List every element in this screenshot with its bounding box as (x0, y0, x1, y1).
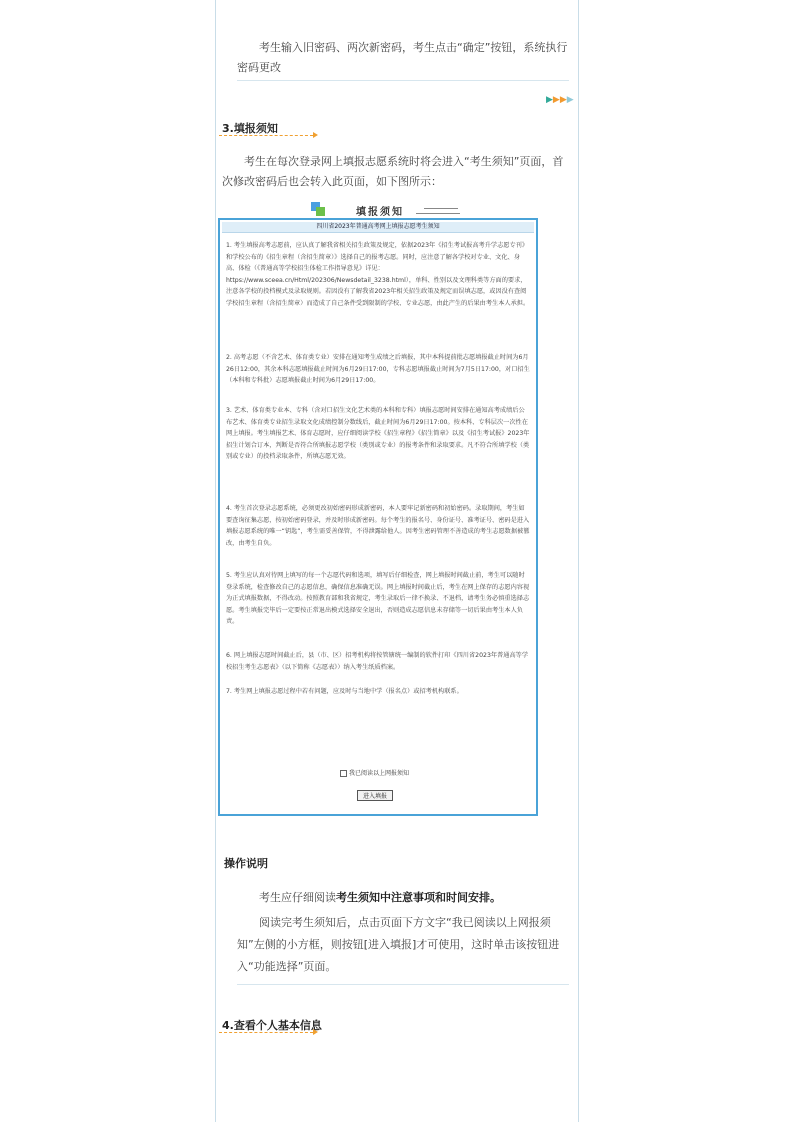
section4-heading: 4.查看个人基本信息 (222, 1019, 322, 1032)
intro-paragraph: 考生输入旧密码、两次新密码，考生点击“确定”按钮，系统执行密码更改 (237, 41, 568, 74)
notice-item-1: 1. 考生填报高考志愿前，应认真了解我省相关招生政策及规定，依据2023年《招生考试报高考升学志愿专刊》和学校公布的《招生章程（含招生简章）》选择自己的报考志愿。同时，应注意了解各学校对专业、文化、身高、体检（《普通高等学校招生体检工作指导意见》详见：https://www.sceea.cn/Html/202306/Newsdetail_3238.html），单科、性别以及文理科类等方面的要求，注意各学校的投档模式及录取规则。若因没有了解我省2023年相关招生政策及规定而误填志愿，或因没有查阅学校招生章程（含招生简章）而造成了自己条件受到限制的学校、专业志愿，由此产生的后果由考生本人承担。 (226, 242, 530, 307)
screenshot-header (216, 199, 540, 219)
heading-underline (219, 1032, 313, 1033)
title-decoration (416, 213, 460, 214)
heading-underline (219, 135, 313, 136)
operation-line2: 阅读完考生须知后，点击页面下方文字“我已阅读以上网报须知”左侧的小方框，则按钮[进入填报]才可使用，这时单击该按钮进入“功能选择”页面。 (237, 916, 560, 973)
notice-banner: 四川省2023年普通高考网上填报志愿考生须知 (222, 222, 534, 233)
section3-heading: 3.填报须知 (222, 122, 278, 135)
notice-frame (218, 218, 538, 816)
operation-line1 (237, 888, 569, 908)
divider (237, 984, 569, 985)
agree-checkbox-row[interactable] (340, 768, 409, 777)
operation-line1-prefix: 考生应仔细阅读 (259, 891, 336, 904)
underline-arrow-icon (313, 1029, 318, 1035)
underline-arrow-icon (313, 132, 318, 138)
screenshot-title: 填报须知 (356, 207, 404, 218)
decor-arrows-icon: ▶▶▶▶ (546, 95, 574, 105)
notice-item-6: 6. 网上填报志愿时间截止后，县（市、区）招考机构将按管辖统一编制的软件打印《四川省2023年普通高等学校招生考生志愿表》（以下简称《志愿表》）纳入考生纸质档案。 (226, 652, 529, 671)
notice-item-2: 2. 高考志愿（不含艺术、体育类专业）安排在通知考生成绩之后填报，其中本科提前批志愿填报截止时间为6月26日12:00，其余本科志愿填报截止时间为6月29日17:00，专科志愿填报截止时间为7月5日17:00，对口招生（本科和专科批）志愿填报截止时间为6月29日17:00。 (226, 354, 530, 384)
title-decoration (424, 208, 458, 209)
agree-checkbox[interactable] (340, 770, 347, 777)
app-logo-icon (311, 202, 325, 216)
notice-item-3: 3. 艺术、体育类专业本、专科（含对口招生文化艺术类的本科和专科）填报志愿时间安排在通知高考成绩后公布艺术、体育类专业招生录取文化成绩控制分数线后，截止时间为6月29日17:00。按本科、专科层次一次性在网上填报。考生填报艺术、体育志愿时，应仔细阅读学校《招生章程》《招生简章》以及《招生考试报》2023年招生计划合订本，判断是否符合所填报志愿学校（类别或专业）的报考条件和录取要求。凡不符合所填学校（类别或专业）的投档录取条件，所填志愿无效。 (226, 407, 530, 460)
operation-heading: 操作说明 (224, 857, 268, 870)
divider (237, 80, 569, 81)
notice-item-4: 4. 考生首次登录志愿系统，必须更改初始密码形成新密码，本人要牢记新密码和初始密码。录取期间，考生如要查询征集志愿，按初始密码登录，并及时形成新密码。每个考生的报名号、身份证号、准考证号、密码是进入填报志愿系统的唯一“钥匙”，考生需妥善保管，不得泄露给他人。因考生密码管理不善造成的考生志愿数据被篡改，由考生自负。 (226, 505, 530, 547)
embedded-screenshot (216, 199, 540, 819)
enter-button[interactable]: 进入填报 (357, 790, 393, 801)
agree-label: 我已阅读以上网报须知 (349, 770, 410, 777)
notice-item-5: 5. 考生应认真对待网上填写的每一个志愿代码和选项，填写后仔细检查，网上填报时间截止前，考生可以随时登录系统，检查修改自己的志愿信息，确保信息准确无误。网上填报时间截止后，考生在网上保存的志愿内容视为正式填报数据，不得改动。按照教育部和我省规定，考生录取后一律不换录、不退档，请考生务必慎重选择志愿。考生填报完毕后一定要按正常退出模式选择安全退出，否则造成志愿信息未存储等一切后果由考生本人负责。 (226, 572, 530, 625)
operation-line1-bold: 考生须知中注意事项和时间安排。 (336, 891, 501, 904)
notice-item-7: 7. 考生网上填报志愿过程中若有问题，应及时与当地中学（报名点）或招考机构联系。 (226, 688, 463, 695)
section3-paragraph: 考生在每次登录网上填报志愿系统时将会进入“考生须知”页面，首次修改密码后也会转入此页面，如下图所示： (222, 155, 564, 188)
